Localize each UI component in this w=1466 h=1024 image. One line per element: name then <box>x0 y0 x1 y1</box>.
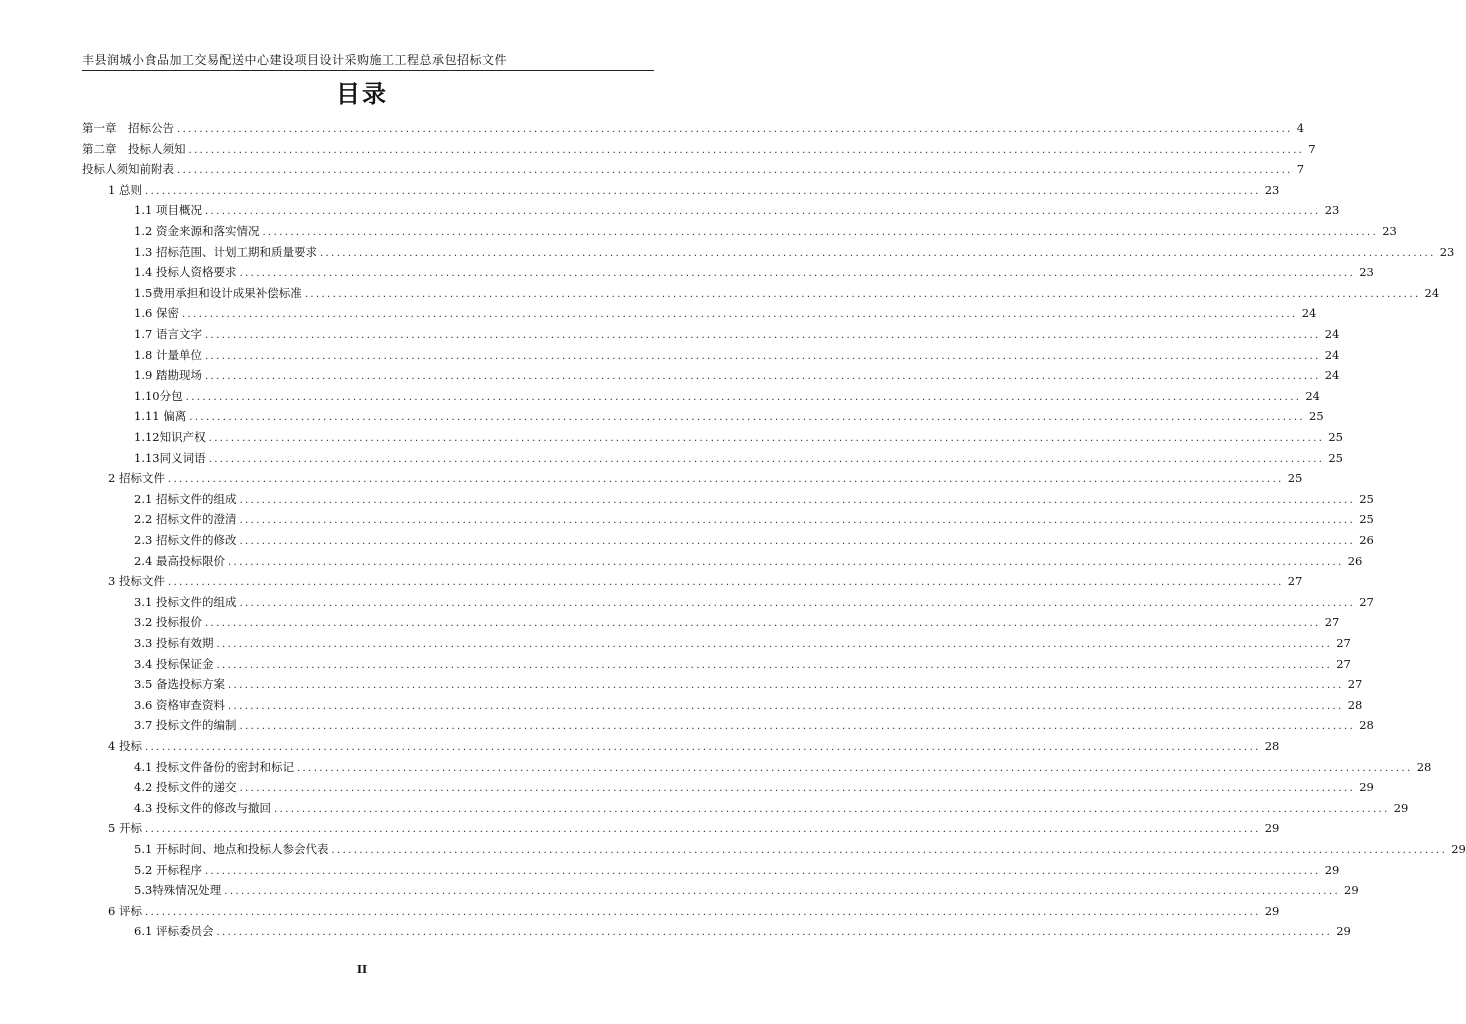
toc-entry[interactable] <box>108 818 1280 838</box>
toc-entry-page: 23 <box>1439 244 1455 259</box>
toc-entry-page: 24 <box>1324 347 1340 362</box>
toc-entry-page: 25 <box>1309 409 1324 424</box>
toc-entry-page: 24 <box>1324 327 1340 341</box>
toc-entry-label: 4.3 投标文件的修改与撤回 <box>134 800 271 815</box>
toc-entry[interactable] <box>134 200 1340 220</box>
toc-entry-label: 3.6 资格审查资料 <box>134 697 225 712</box>
toc-entry[interactable] <box>134 262 1374 282</box>
toc-entry[interactable] <box>108 901 1280 921</box>
toc-leader-dots: ........................................................................................................................................................................................................ <box>204 865 1321 877</box>
toc-entry-label: 4.1 投标文件备份的密封和标记 <box>134 759 294 774</box>
toc-leader-dots: ........................................................................................................................................................................................................ <box>273 803 1390 815</box>
toc-leader-dots: ........................................................................................................................................................................................................ <box>188 144 1305 156</box>
toc-entry-page: 26 <box>1347 553 1363 568</box>
toc-entry-label: 1.8 计量单位 <box>134 347 202 362</box>
page-number: II <box>356 963 368 976</box>
toc-entry[interactable] <box>134 777 1374 797</box>
toc-entry[interactable] <box>134 798 1409 818</box>
toc-entry-page: 29 <box>1324 862 1340 877</box>
toc-entry-page: 27 <box>1359 594 1374 609</box>
toc-entry[interactable] <box>134 406 1324 426</box>
toc-entry[interactable] <box>134 860 1340 880</box>
toc-leader-dots: ........................................................................................................................................................................................................ <box>208 433 1325 444</box>
toc-entry-page: 25 <box>1287 471 1303 486</box>
toc-entry[interactable] <box>134 221 1397 241</box>
toc-entry-page: 28 <box>1416 759 1432 774</box>
toc-entry-page: 27 <box>1347 677 1363 692</box>
toc-entry-label: 1.5费用承担和设计成果补偿标准 <box>134 285 302 300</box>
toc-leader-dots: ........................................................................................................................................................................................................ <box>177 165 1293 177</box>
toc-entry-page: 27 <box>1336 636 1351 650</box>
toc-leader-dots: ........................................................................................................................................................................................................ <box>189 412 1306 424</box>
toc-leader-dots: ........................................................................................................................................................................................................ <box>167 577 1284 589</box>
toc-entry[interactable] <box>134 551 1363 571</box>
toc-leader-dots: ........................................................................................................................................................................................................ <box>216 659 1333 671</box>
toc-leader-dots: ........................................................................................................................................................................................................ <box>239 783 1356 795</box>
toc-entry-page: 23 <box>1264 182 1280 197</box>
toc-entry-page: 24 <box>1301 306 1317 321</box>
toc-entry[interactable] <box>134 489 1374 509</box>
toc-entry-label: 2 招标文件 <box>108 471 165 486</box>
toc-entry-label: 3.2 投标报价 <box>134 615 202 630</box>
toc-entry-label: 1.6 保密 <box>134 306 179 321</box>
toc-entry-page: 26 <box>1359 533 1374 547</box>
toc-entry[interactable] <box>134 427 1343 447</box>
toc-entry-label: 1.9 踏勘现场 <box>134 368 202 383</box>
toc-leader-dots: ........................................................................................................................................................................................................ <box>216 927 1333 939</box>
toc-leader-dots: ........................................................................................................................................................................................................ <box>208 453 1325 465</box>
toc-entry-label: 3.4 投标保证金 <box>134 656 214 671</box>
toc-entry-page: 29 <box>1264 903 1280 918</box>
toc-leader-dots: ........................................................................................................................................................................................................ <box>144 185 1261 197</box>
toc-leader-dots: ........................................................................................................................................................................................................ <box>239 536 1356 547</box>
toc-leader-dots: ........................................................................................................................................................................................................ <box>227 556 1344 568</box>
toc-entry-page: 29 <box>1264 821 1280 836</box>
toc-leader-dots: ........................................................................................................................................................................................................ <box>204 618 1321 630</box>
toc-entry-label: 1.13同义词语 <box>134 450 206 465</box>
toc-entry-label: 第二章 投标人须知 <box>82 141 186 156</box>
toc-leader-dots: ........................................................................................................................................................................................................ <box>224 886 1341 898</box>
toc-entry-label: 3.1 投标文件的组成 <box>134 594 237 609</box>
toc-entry[interactable] <box>134 283 1440 303</box>
toc-entry-label: 3.7 投标文件的编制 <box>134 718 237 733</box>
toc-leader-dots: ........................................................................................................................................................................................................ <box>239 268 1356 280</box>
toc-entry-label: 2.1 招标文件的组成 <box>134 491 237 506</box>
toc-entry-label: 5 开标 <box>108 821 142 836</box>
toc-entry[interactable] <box>134 448 1343 468</box>
toc-entry[interactable] <box>134 386 1320 406</box>
toc-entry-label: 2.2 招标文件的澄清 <box>134 512 237 527</box>
toc-entry-label: 1.4 投标人资格要求 <box>134 265 237 280</box>
toc-entry-page: 25 <box>1328 430 1343 444</box>
toc-entry-label: 4.2 投标文件的递交 <box>134 780 237 795</box>
toc-entry-page: 23 <box>1324 203 1340 218</box>
toc-entry-page: 23 <box>1382 224 1397 238</box>
toc-entry[interactable] <box>108 736 1280 756</box>
toc-entry-label: 1.1 项目概况 <box>134 203 202 218</box>
toc-leader-dots: ........................................................................................................................................................................................................ <box>227 680 1344 692</box>
toc-entry-page: 28 <box>1359 718 1374 733</box>
toc-entry-label: 5.3特殊情况处理 <box>134 883 222 898</box>
toc-entry-label: 1.11 偏离 <box>134 409 187 424</box>
toc-leader-dots: ........................................................................................................................................................................................................ <box>331 845 1448 856</box>
toc-entry-label: 3.5 备选投标方案 <box>134 677 225 692</box>
toc-entry[interactable] <box>134 654 1351 674</box>
toc-entry[interactable] <box>134 345 1340 365</box>
toc-entry[interactable] <box>134 303 1317 323</box>
toc-leader-dots: ........................................................................................................................................................................................................ <box>239 721 1356 733</box>
toc-entry-label: 6.1 评标委员会 <box>134 924 214 939</box>
toc-entry-page: 7 <box>1296 162 1305 177</box>
toc-entry[interactable] <box>134 674 1363 694</box>
toc-entry[interactable] <box>134 839 1466 859</box>
toc-entry[interactable] <box>108 571 1303 591</box>
toc-entry-label: 2.3 招标文件的修改 <box>134 533 237 547</box>
toc-entry[interactable] <box>134 695 1363 715</box>
toc-leader-dots: ........................................................................................................................................................................................................ <box>144 906 1261 918</box>
toc-entry-label: 6 评标 <box>108 903 142 918</box>
toc-entry[interactable] <box>82 159 1305 179</box>
page-title: 目录 <box>336 80 388 108</box>
toc-entry-page: 24 <box>1324 368 1340 383</box>
toc-leader-dots: ........................................................................................................................................................................................................ <box>239 515 1356 527</box>
toc-entry-label: 1.12知识产权 <box>134 430 206 444</box>
toc-entry-page: 29 <box>1359 780 1374 795</box>
toc-entry-page: 25 <box>1359 512 1374 527</box>
toc-entry-page: 29 <box>1393 800 1409 815</box>
toc-entry[interactable] <box>134 633 1351 653</box>
toc-leader-dots: ........................................................................................................................................................................................................ <box>319 247 1436 259</box>
toc-entry-label: 第一章 招标公告 <box>82 121 174 135</box>
toc-entry-label: 投标人须知前附表 <box>82 162 174 177</box>
toc-leader-dots: ........................................................................................................................................................................................................ <box>144 742 1261 753</box>
toc-entry-label: 4 投标 <box>108 739 142 753</box>
toc-entry[interactable] <box>108 180 1280 200</box>
toc-leader-dots: ........................................................................................................................................................................................................ <box>227 700 1344 712</box>
toc-leader-dots: ........................................................................................................................................................................................................ <box>204 330 1321 341</box>
toc-entry-page: 28 <box>1347 697 1363 712</box>
toc-entry[interactable] <box>82 118 1305 138</box>
toc-entry[interactable] <box>134 242 1455 262</box>
toc-entry-label: 1 总则 <box>108 182 142 197</box>
toc-entry-label: 3.3 投标有效期 <box>134 636 214 650</box>
toc-leader-dots: ........................................................................................................................................................................................................ <box>167 474 1284 486</box>
toc-entry[interactable] <box>134 530 1374 550</box>
toc-entry-page: 29 <box>1336 924 1351 939</box>
toc-entry-page: 4 <box>1296 121 1305 135</box>
toc-entry-page: 28 <box>1264 739 1280 753</box>
toc-leader-dots: ........................................................................................................................................................................................................ <box>204 350 1321 362</box>
toc-entry-label: 3 投标文件 <box>108 574 165 589</box>
toc-entry-page: 24 <box>1305 388 1320 403</box>
toc-entry-page: 29 <box>1344 883 1359 898</box>
toc-leader-dots: ........................................................................................................................................................................................................ <box>239 597 1356 609</box>
toc-leader-dots: ........................................................................................................................................................................................................ <box>177 124 1293 135</box>
toc-entry[interactable] <box>134 612 1340 632</box>
toc-entry[interactable] <box>82 139 1316 159</box>
toc-entry-label: 5.1 开标时间、地点和投标人参会代表 <box>134 842 329 856</box>
toc-entry[interactable] <box>134 880 1359 900</box>
toc-leader-dots: ........................................................................................................................................................................................................ <box>204 206 1321 218</box>
toc-entry[interactable] <box>134 757 1432 777</box>
toc-entry-page: 27 <box>1324 615 1340 630</box>
toc-entry-page: 25 <box>1328 450 1343 465</box>
toc-leader-dots: ........................................................................................................................................................................................................ <box>296 762 1413 774</box>
toc-entry[interactable] <box>108 468 1303 488</box>
toc-entry-page: 29 <box>1451 842 1466 856</box>
toc-entry-page: 27 <box>1287 574 1303 589</box>
toc-entry-label: 1.7 语言文字 <box>134 327 202 341</box>
toc-entry[interactable] <box>134 365 1340 385</box>
toc-leader-dots: ........................................................................................................................................................................................................ <box>185 391 1302 403</box>
toc-leader-dots: ........................................................................................................................................................................................................ <box>204 371 1321 383</box>
toc-entry-page: 7 <box>1308 141 1316 156</box>
toc-leader-dots: ........................................................................................................................................................................................................ <box>216 639 1333 650</box>
toc-entry-page: 24 <box>1424 285 1440 300</box>
toc-entry-label: 1.3 招标范围、计划工期和质量要求 <box>134 244 317 259</box>
toc-entry-label: 1.10分包 <box>134 388 183 403</box>
toc-entry[interactable] <box>134 921 1351 941</box>
toc-entry-label: 2.4 最高投标限价 <box>134 553 225 568</box>
toc-entry-label: 1.2 资金来源和落实情况 <box>134 224 260 238</box>
toc-entry-label: 5.2 开标程序 <box>134 862 202 877</box>
toc-leader-dots: ........................................................................................................................................................................................................ <box>181 309 1298 321</box>
toc-entry-page: 23 <box>1359 265 1374 280</box>
toc-leader-dots: ........................................................................................................................................................................................................ <box>239 494 1356 506</box>
toc-entry[interactable] <box>134 715 1374 735</box>
toc-entry[interactable] <box>134 592 1374 612</box>
toc-entry-page: 25 <box>1359 491 1374 506</box>
running-header: 丰县润城小食品加工交易配送中心建设项目设计采购施工工程总承包招标文件 <box>82 50 654 71</box>
toc-leader-dots: ........................................................................................................................................................................................................ <box>262 227 1379 238</box>
toc-leader-dots: ........................................................................................................................................................................................................ <box>304 288 1421 300</box>
toc-entry[interactable] <box>134 324 1340 344</box>
toc-leader-dots: ........................................................................................................................................................................................................ <box>144 824 1261 836</box>
toc-entry-page: 27 <box>1336 656 1351 671</box>
toc-entry[interactable] <box>134 509 1374 529</box>
